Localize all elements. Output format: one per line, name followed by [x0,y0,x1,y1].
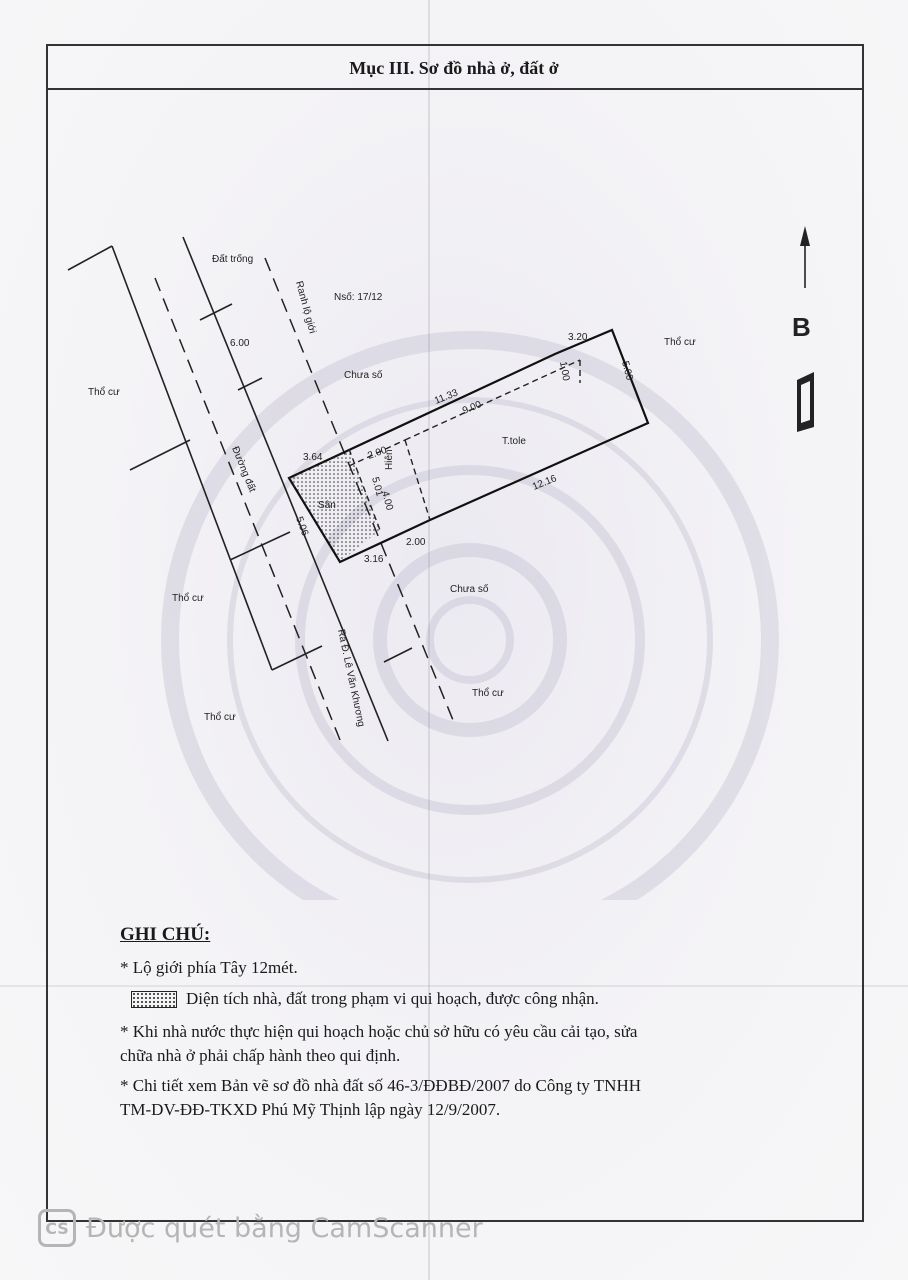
dim-316: 3.16 [364,554,384,565]
label-unnumbered-north: Chưa số [344,370,383,381]
dim-500-right: 5.00 [619,359,635,382]
label-residential-south: Thổ cư [472,688,504,699]
background-seal-pattern [170,340,770,900]
dim-1216: 12.16 [531,473,559,493]
note-reference-line-1: * Chi tiết xem Bản vẽ sơ đồ nhà đất số 46-3/ĐĐBĐ/2007 do Công ty TNHH [120,1076,642,1095]
dim-200-bottom: 2.00 [406,537,426,548]
note-road-boundary: * Lộ giới phía Tây 12mét. [120,958,298,977]
label-yard: Sân [318,500,336,511]
dim-364: 3.64 [303,452,323,463]
dim-100: 1.00 [557,360,572,382]
dim-400: 4.00 [379,489,395,512]
dim-road-width: 6.00 [230,338,250,349]
side-line-2 [230,532,290,560]
road-edge-west [112,246,272,670]
label-roof: T.tole [502,436,526,447]
label-house-number: Nsố: 17/12 [334,292,383,303]
dim-501: 5.01 [369,475,385,498]
north-label: B [792,312,811,342]
label-residential-west-2: Thổ cư [172,593,204,604]
label-residential-west-1: Thổ cư [88,387,120,398]
camscanner-watermark [38,1208,483,1248]
notes-heading: GHI CHÚ: [120,924,211,945]
dim-200-top: 2.00 [366,444,389,462]
section-title: Mục III. Sơ đồ nhà ở, đất ở [349,58,559,78]
note-reference-line-2: TM-DV-ĐĐ-TKXD Phú Mỹ Thịnh lập ngày 12/9/2007. [120,1100,501,1119]
dim-506: 5.06 [293,515,311,538]
label-dirt-road: Đường đất [229,445,258,494]
label-residential-west-3: Thổ cư [204,712,236,723]
note-planning-line-1: * Khi nhà nước thực hiện qui hoạch hoặc chủ sở hữu có yêu cầu cải tạo, sửa [120,1022,638,1041]
label-unnumbered-south: Chưa số [450,584,489,595]
side-line-1 [130,440,190,470]
label-residential-northeast: Thổ cư [664,337,696,348]
label-porch: Hiên [384,449,395,470]
dim-320: 3.20 [568,332,588,343]
note-planning-line-2: chữa nhà ở phải chấp hành theo qui định. [120,1046,401,1065]
camscanner-logo-icon: CS [38,1209,76,1247]
legend-text: Diện tích nhà, đất trong phạm vi qui hoạch, được công nhận. [186,989,599,1008]
dim-1133: 11.33 [433,387,460,407]
label-road-to: Ra Đ. Lê Văn Khương [335,628,367,728]
parcel-boundary-west-tick [68,246,112,270]
dim-900: 9.00 [461,399,484,417]
legend-swatch [131,991,177,1008]
label-vacant-land: Đất trống [212,254,254,265]
label-road-boundary: Ranh lộ giới [293,279,318,335]
watermark-text: Được quét bằng CamScanner [86,1212,483,1244]
